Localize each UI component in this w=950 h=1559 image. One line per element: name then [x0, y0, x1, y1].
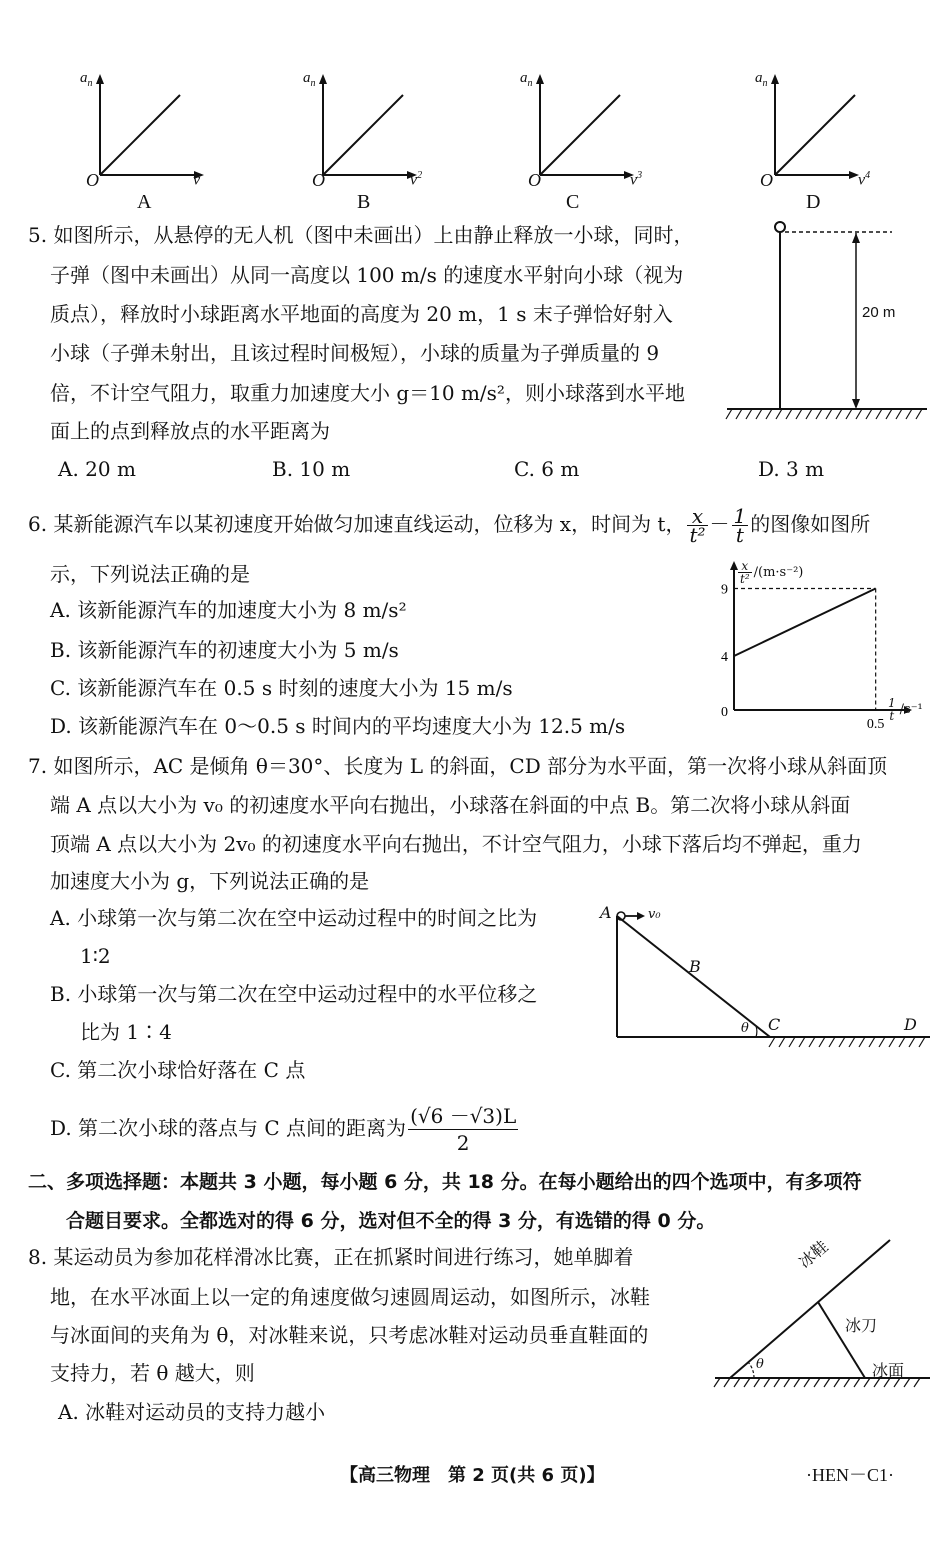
q4-b-letter: B	[357, 191, 371, 213]
q5-line-1: 5. 如图所示，从悬停的无人机（图中未画出）上由静止释放一小球，同时，	[28, 223, 694, 247]
q8-line-4: 支持力，若 θ 越大，则	[50, 1361, 255, 1385]
q7-line-4: 加速度大小为 g，下列说法正确的是	[50, 869, 370, 893]
q4-c-letter: C	[566, 191, 580, 213]
q6-line-2: 示，下列说法正确的是	[50, 562, 250, 586]
q7-option-a-cont: 1∶2	[80, 944, 111, 968]
q4-a-ylabel: $a_n$	[80, 70, 93, 89]
q6-ylabel: $\frac{x}{\text{t²}}$ /(m·s⁻²)	[740, 559, 804, 586]
q6-option-d[interactable]: D. 该新能源汽车在 0～0.5 s 时间内的平均速度大小为 12.5 m/s	[50, 714, 626, 738]
q7-d-fraction: $\frac{(√6 -√3)L}{2}$	[410, 1104, 517, 1155]
q8-line-1: 8. 某运动员为参加花样滑冰比赛，正在抓紧时间进行练习，她单脚着	[28, 1245, 634, 1269]
q5-line-3: 质点），释放时小球距离水平地面的高度为 20 m，1 s 末子弹恰好射入	[50, 302, 673, 326]
q4-b-xlabel: $v^2$	[410, 170, 423, 189]
q4-b-ylabel: $a_n$	[303, 70, 316, 89]
q5-option-d[interactable]: D. 3 m	[758, 457, 825, 481]
q6-option-c[interactable]: C. 该新能源汽车在 0.5 s 时刻的速度大小为 15 m/s	[50, 676, 513, 700]
q5-figure	[722, 215, 942, 425]
q4-a-xlabel: v	[193, 171, 201, 189]
q5-line-4: 小球（子弹未射出，且该过程时间极短），小球的质量为子弹质量的 9	[50, 341, 660, 365]
q6-option-a[interactable]: A. 该新能源汽车的加速度大小为 8 m/s²	[50, 598, 407, 622]
q8-line-2: 地，在水平冰面上以一定的角速度做匀速圆周运动，如图所示，冰鞋	[50, 1285, 650, 1309]
q4-d-ylabel: $a_n$	[755, 70, 768, 89]
q7-label-theta: θ	[741, 1021, 749, 1036]
q5-option-b[interactable]: B. 10 m	[272, 457, 351, 481]
q7-line-2: 端 A 点以大小为 v₀ 的初速度水平向右抛出，小球落在斜面的中点 B。第二次将小球从斜面	[50, 793, 851, 817]
q7-option-b-cont: 比为 1∶4	[80, 1020, 172, 1044]
q4-d-origin: O	[760, 170, 773, 190]
q4-d-letter: D	[806, 191, 821, 213]
section-2-line-2: 合题目要求。全都选对的得 6 分，选对但不全的得 3 分，有选错的得 0 分。	[66, 1210, 716, 1232]
q8-label-shoe: 冰鞋	[794, 1236, 832, 1272]
q5-line-2: 子弹（图中未画出）从同一高度以 100 m/s 的速度水平射向小球（视为	[50, 263, 684, 287]
q4-b-origin: O	[312, 170, 325, 190]
q5-option-a[interactable]: A. 20 m	[58, 457, 136, 481]
q8-option-a[interactable]: A. 冰鞋对运动员的支持力越小	[58, 1400, 326, 1424]
q7-label-d: D	[904, 1015, 917, 1034]
q6-xtick-0: 0	[721, 705, 728, 720]
q6-xlabel: $\frac{1}{t}$ /s⁻¹	[888, 696, 923, 723]
q7-label-a: A	[600, 903, 612, 922]
q7-label-b: B	[689, 957, 701, 976]
q7-line-1: 7. 如图所示，AC 是倾角 θ＝30°、长度为 L 的斜面，CD 部分为水平面，第一次将小球从斜面顶	[28, 754, 888, 778]
q6-ytick-4: 4	[721, 650, 728, 665]
q6-frac-x-t2: $\frac{x}{\text{t²}}$	[689, 504, 706, 547]
q6-series-line	[734, 589, 876, 657]
q7-label-c: C	[768, 1015, 781, 1034]
page-footer-code: ·HEN－C1·	[806, 1465, 894, 1485]
page-footer-center: 【高三物理 第 2 页(共 6 页)】	[340, 1465, 605, 1486]
q7-option-a[interactable]: A. 小球第一次与第二次在空中运动过程中的时间之比为	[50, 906, 538, 930]
q4-c-origin: O	[528, 170, 541, 190]
q6-xtick-0-5: 0.5	[866, 717, 885, 730]
q6-intro: 6. 某新能源汽车以某初速度开始做匀加速直线运动，位移为 x，时间为 t， $\frac{x}{\text{t²}}$ － $\frac{1}{t}$ 的图像如图所	[28, 504, 871, 547]
q8-line-3: 与冰面间的夹角为 θ，对冰鞋来说，只考虑冰鞋对运动员垂直鞋面的	[50, 1323, 649, 1347]
q7-option-d[interactable]: D. 第二次小球的落点与 C 点间的距离为 $\frac{(√6 -√3)L}{2}$	[50, 1104, 517, 1155]
q5-line-6: 面上的点到释放点的水平距离为	[50, 419, 330, 443]
q4-d-xlabel: $v^4$	[858, 170, 871, 189]
q7-option-b[interactable]: B. 小球第一次与第二次在空中运动过程中的水平位移之	[50, 982, 538, 1006]
q5-option-c[interactable]: C. 6 m	[514, 457, 580, 481]
q6-ytick-9: 9	[721, 582, 728, 598]
q7-figure	[595, 898, 935, 1058]
q8-label-ice: 冰面	[872, 1361, 905, 1380]
q4-graph-c	[510, 70, 660, 220]
q7-option-c[interactable]: C. 第二次小球恰好落在 C 点	[50, 1058, 306, 1082]
q8-figure	[710, 1235, 940, 1395]
q8-label-theta: θ	[756, 1357, 764, 1372]
q7-line-3: 顶端 A 点以大小为 2v₀ 的初速度水平向右抛出，不计空气阻力，小球下落后均不弹起，重力	[50, 832, 862, 856]
q4-a-origin: O	[86, 170, 99, 190]
q4-c-ylabel: $a_n$	[520, 70, 533, 89]
q4-a-letter: A	[137, 191, 152, 213]
section-2-line-1: 二、多项选择题：本题共 3 小题，每小题 6 分，共 18 分。在每小题给出的四个选项中，有多项符	[28, 1171, 862, 1193]
q5-line-5: 倍，不计空气阻力，取重力加速度大小 g＝10 m/s²，则小球落到水平地	[50, 381, 685, 405]
q6-option-b[interactable]: B. 该新能源汽车的初速度大小为 5 m/s	[50, 638, 399, 662]
q5-height-label: 20 m	[862, 304, 896, 321]
q7-label-v0: v₀	[648, 907, 661, 922]
q4-c-xlabel: $v^3$	[630, 170, 643, 189]
q8-label-blade: 冰刀	[845, 1316, 878, 1335]
q6-frac-1-t: $\frac{1}{t}$	[733, 504, 747, 547]
